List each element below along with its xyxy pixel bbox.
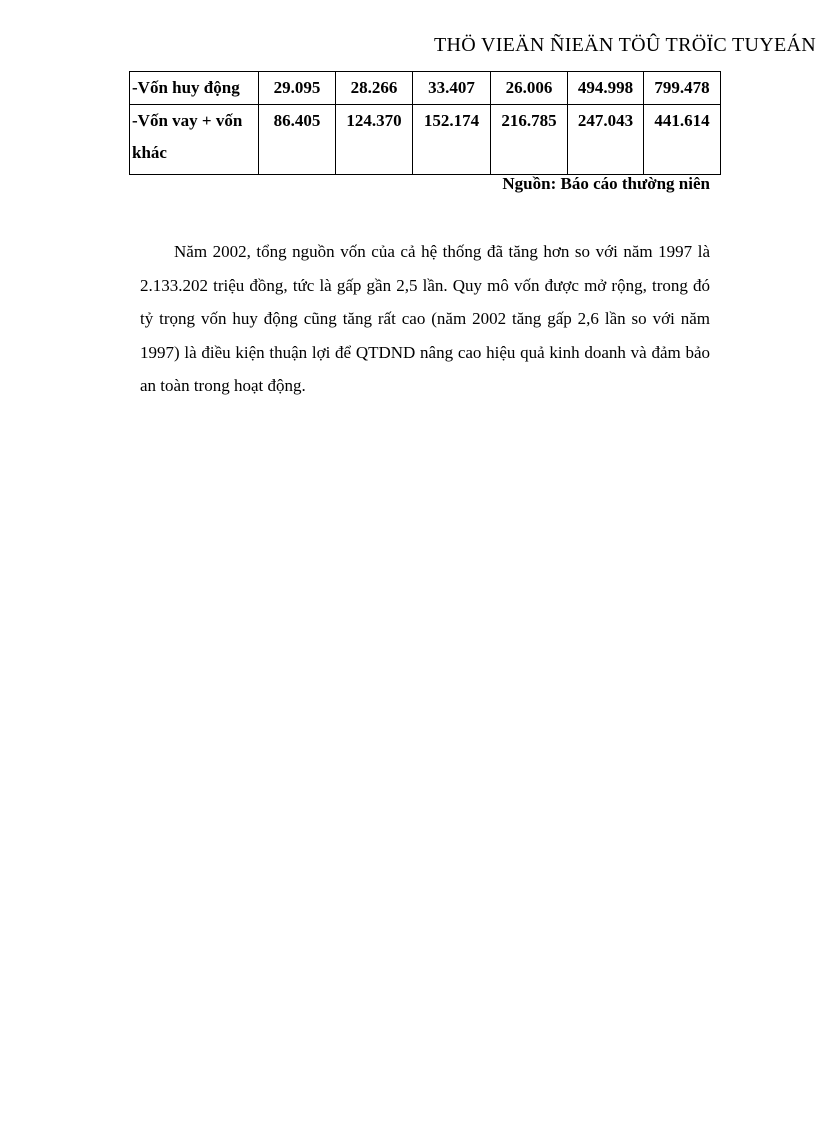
row-label bbox=[130, 72, 259, 105]
table-cell: 29.095 bbox=[259, 72, 336, 105]
capital-table bbox=[129, 71, 721, 175]
table-cell: 124.370 bbox=[336, 105, 413, 175]
row-label-line: -Vốn huy động bbox=[132, 78, 240, 97]
table-cell: 441.614 bbox=[644, 105, 721, 175]
table-cell: 33.407 bbox=[413, 72, 491, 105]
body-paragraph: Năm 2002, tổng nguồn vốn của cả hệ thống đã tăng hơn so với năm 1997 là 2.133.202 triệu đồng, tức là gấp gần 2,5 lần. Quy mô vốn được mở rộng, trong đó tỷ trọng vốn huy động cũng tăng rất cao (năm 2002 tăng gấp 2,6 lần so với năm 1997) là điều kiện thuận lợi để QTDND nâng cao hiệu quả kinh doanh và đảm bảo an toàn trong hoạt động. bbox=[140, 242, 710, 395]
table-cell: 494.998 bbox=[568, 72, 644, 105]
table-cell: 152.174 bbox=[413, 105, 491, 175]
row-label-line: -Vốn vay + vốn bbox=[132, 111, 243, 130]
table-cell: 799.478 bbox=[644, 72, 721, 105]
table-cell: 28.266 bbox=[336, 72, 413, 105]
row-label-line: khác bbox=[132, 143, 167, 162]
table-cell: 247.043 bbox=[568, 105, 644, 175]
table-row bbox=[130, 105, 721, 175]
page-header: THÖ VIEÄN ÑIEÄN TÖÛ TRÖÏC TUYEÁN bbox=[434, 34, 816, 56]
table-cell: 86.405 bbox=[259, 105, 336, 175]
table-cell: 26.006 bbox=[491, 72, 568, 105]
row-label bbox=[130, 105, 259, 175]
table-cell: 216.785 bbox=[491, 105, 568, 175]
table-row bbox=[130, 72, 721, 105]
source-note: Nguồn: Báo cáo thường niên bbox=[502, 174, 710, 193]
